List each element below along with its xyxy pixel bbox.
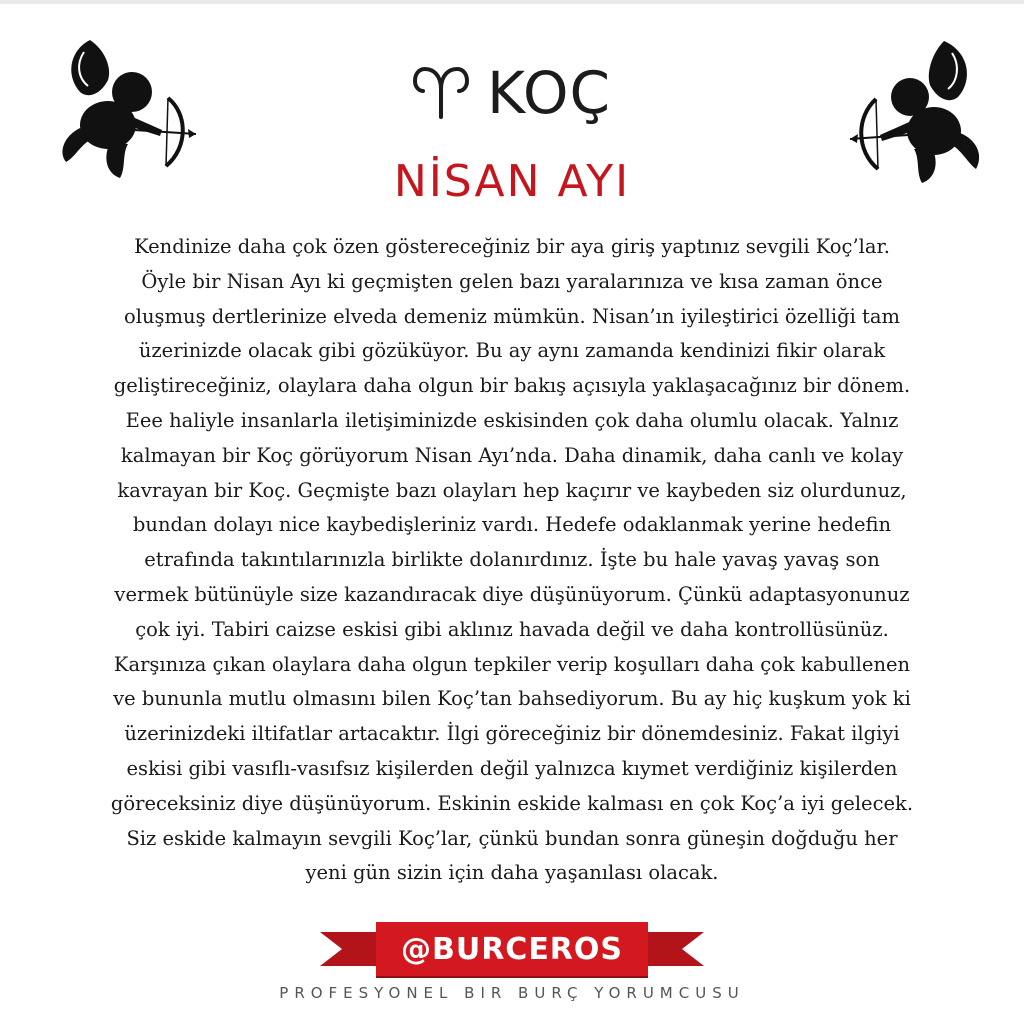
brand-handle: @BURCEROS <box>400 931 624 967</box>
body-line: üzerinizdeki iltifatlar artacaktır. İlgi göreceğiniz bir dönemdesiniz. Fakat ilgiyi <box>124 722 900 746</box>
body-line: göreceksiniz diye düşünüyorum. Eskinin eskide kalması en çok Koç’a iyi gelecek. <box>110 791 914 815</box>
body-line: kavrayan bir Koç. Geçmişte bazı olayları hep kaçırır ve kaybeden siz olurdunuz, <box>117 478 907 502</box>
body-line: oluşmuş dertlerinize elveda demeniz mümkün. Nisan’ın iyileştirici özelliği tam <box>123 304 901 328</box>
ribbon-banner <box>376 922 648 976</box>
header <box>0 58 1024 128</box>
top-divider <box>0 0 1024 4</box>
body-line: Öyle bir Nisan Ayı ki geçmişten gelen bazı yaralarınıza ve kısa zaman önce <box>141 269 883 293</box>
body-line: etrafında takıntılarınızla birlikte dolanırdınız. İşte bu hale yavaş yavaş son <box>144 548 880 572</box>
body-line: çok iyi. Tabiri caizse eskisi gibi aklınız havada değil ve daha kontrollüsünüz. <box>135 617 889 641</box>
body-line: vermek bütünüyle size kazandıracak diye düşünüyorum. Çünkü adaptasyonunuz <box>114 582 910 606</box>
body-line: üzerinizde olacak gibi gözüküyor. Bu ay aynı zamanda kendinizi fikir olarak <box>138 339 886 363</box>
body-line: kalmayan bir Koç görüyorum Nisan Ayı’nda. Daha dinamik, daha canlı ve kolay <box>120 443 904 467</box>
body-line: eskisi gibi vasıflı-vasıfsız kişilerden değil yalnızca kıymet verdiğiniz kişilerden <box>126 756 898 780</box>
body-line: yeni gün sizin için daha yaşanılası olacak. <box>305 861 719 885</box>
page-subtitle: NİSAN AYI <box>393 156 631 207</box>
body-paragraph <box>60 230 964 891</box>
brand-tagline: PROFESYONEL BIR BURÇ YORUMCUSU <box>279 984 745 1002</box>
body-line: bundan dolayı nice kaybedişleriniz vardı. Hedefe odaklanmak yerine hedefin <box>132 513 892 537</box>
body-line: geliştireceğiniz, olaylara daha olgun bir bakış açısıyla yaklaşacağınız bir dönem. <box>113 374 911 398</box>
body-line: ve bununla mutlu olmasını bilen Koç’tan bahsediyorum. Bu ay hiç kuşkum yok ki <box>113 687 911 711</box>
body-line: Karşınıza çıkan olaylara daha olgun tepkiler verip koşulları daha çok kabullenen <box>113 652 911 676</box>
body-line: Siz eskide kalmayın sevgili Koç’lar, çünkü bundan sonra güneşin doğduğu her <box>126 826 898 850</box>
body-line: Kendinize daha çok özen göstereceğiniz bir aya giriş yaptınız sevgili Koç’lar. <box>134 235 890 258</box>
page-title: KOÇ <box>486 59 611 127</box>
body-line: Eee haliyle insanlarla iletişiminizde eskisinden çok daha olumlu olacak. Yalnız <box>125 408 899 432</box>
aries-symbol-icon <box>413 67 469 119</box>
brand-ribbon <box>320 918 704 982</box>
